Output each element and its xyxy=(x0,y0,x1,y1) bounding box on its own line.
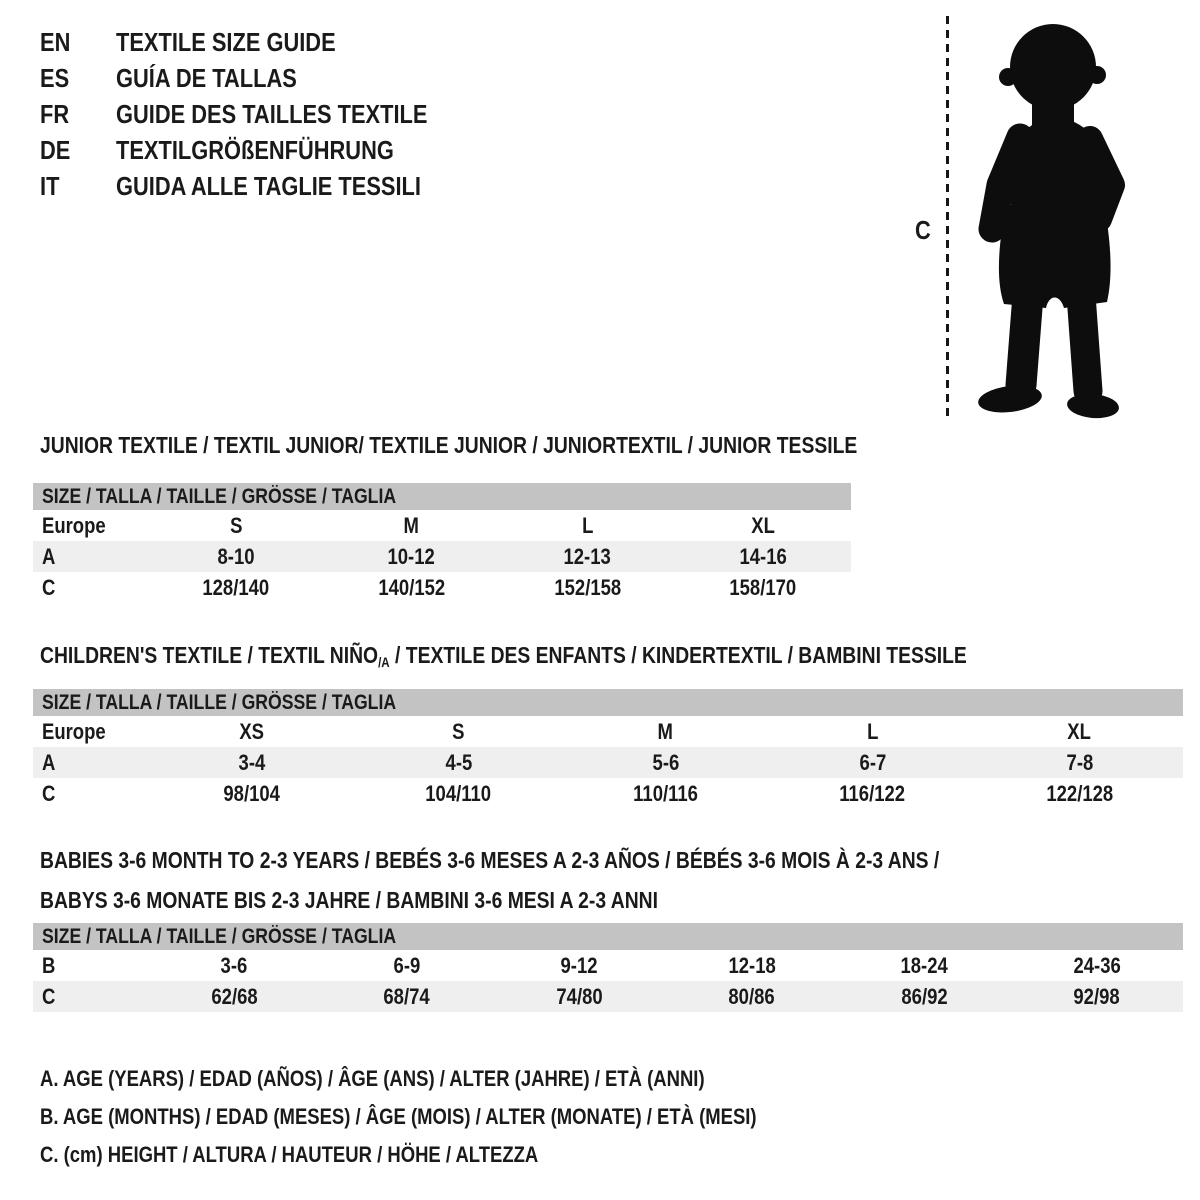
table-cell: 18-24 xyxy=(900,952,948,978)
table-cell: 122/128 xyxy=(1046,780,1113,806)
table-cell: 152/158 xyxy=(553,574,621,600)
table-cell: 5-6 xyxy=(652,749,679,775)
guide-title-en: TEXTILE SIZE GUIDE xyxy=(116,26,336,57)
table-cell: XL xyxy=(1067,718,1092,744)
legend-age-years: A. AGE (YEARS) / EDAD (AÑOS) / ÂGE (ANS) / ALTER (JAHRE) / ETÀ (ANNI) xyxy=(40,1066,705,1091)
row-label: C xyxy=(42,574,56,600)
table-cell: 86/92 xyxy=(901,983,948,1009)
table-cell: XL xyxy=(751,512,775,538)
row-label: C xyxy=(42,780,56,806)
table-cell: 12-18 xyxy=(728,952,776,978)
table-cell: 3-4 xyxy=(238,749,265,775)
legend-height-cm: C. (cm) HEIGHT / ALTURA / HAUTEUR / HÖHE / ALTEZZA xyxy=(40,1142,539,1167)
children-section-title xyxy=(40,642,1143,670)
table-cell: S xyxy=(452,718,465,744)
babies-size-table xyxy=(33,923,1183,1012)
table-cell: L xyxy=(866,718,879,744)
row-label: A xyxy=(42,749,56,775)
table-cell: 7-8 xyxy=(1066,749,1093,775)
title-subscript: /A xyxy=(378,655,390,671)
size-header-bar: SIZE / TALLA / TAILLE / GRÖSSE / TAGLIA xyxy=(33,483,851,510)
table-cell: 104/110 xyxy=(425,780,492,806)
table-cell: 6-9 xyxy=(393,952,421,978)
language-header xyxy=(40,24,487,204)
table-row-europe xyxy=(33,716,1183,747)
table-cell: 24-36 xyxy=(1073,952,1121,978)
table-cell: 74/80 xyxy=(556,983,603,1009)
language-row-fr xyxy=(40,96,487,132)
table-row-months xyxy=(33,950,1183,981)
guide-title-es: GUÍA DE TALLAS xyxy=(116,62,297,93)
table-cell: 80/86 xyxy=(728,983,775,1009)
table-row-height xyxy=(33,778,1183,809)
table-cell: L xyxy=(581,512,594,538)
guide-title-fr: GUIDE DES TAILLES TEXTILE xyxy=(116,98,428,129)
language-row-it xyxy=(40,168,487,204)
table-cell: 10-12 xyxy=(387,543,436,569)
table-row-age xyxy=(33,747,1183,778)
height-measure-line xyxy=(945,16,950,420)
children-size-table xyxy=(33,689,1183,809)
row-label: Europe xyxy=(42,512,106,538)
guide-title-it: GUIDA ALLE TAGLIE TESSILI xyxy=(116,170,421,201)
table-cell: 128/140 xyxy=(202,574,270,600)
language-code: IT xyxy=(40,170,60,201)
table-cell: 110/116 xyxy=(633,780,698,806)
baby-silhouette-icon xyxy=(960,13,1145,419)
height-measure-label: C xyxy=(915,215,931,245)
language-row-en xyxy=(40,24,487,60)
table-cell: 12-13 xyxy=(563,543,612,569)
table-cell: S xyxy=(229,512,243,538)
language-code: DE xyxy=(40,134,71,165)
language-code: FR xyxy=(40,98,70,129)
title-rest: / TEXTILE DES ENFANTS / KINDERTEXTIL / BAMBINI TESSILE xyxy=(389,642,967,668)
table-cell: 4-5 xyxy=(445,749,472,775)
legend-age-months: B. AGE (MONTHS) / EDAD (MESES) / ÂGE (MOIS) / ALTER (MONATE) / ETÀ (MESI) xyxy=(40,1104,757,1129)
legend xyxy=(40,1060,893,1174)
size-header-bar: SIZE / TALLA / TAILLE / GRÖSSE / TAGLIA xyxy=(33,923,1183,950)
junior-section-title: JUNIOR TEXTILE / TEXTIL JUNIOR/ TEXTILE JUNIOR / JUNIORTEXTIL / JUNIOR TESSILE xyxy=(40,432,858,458)
table-row-height xyxy=(33,981,1183,1012)
table-row-height xyxy=(33,572,851,603)
table-cell: M xyxy=(657,718,674,744)
table-cell: 14-16 xyxy=(739,543,787,569)
table-cell: 8-10 xyxy=(217,543,255,569)
guide-title-de: TEXTILGRÖßENFÜHRUNG xyxy=(116,134,394,165)
language-code: EN xyxy=(40,26,71,57)
babies-title-line2: BABYS 3-6 MONATE BIS 2-3 JAHRE / BAMBINI 3-6 MESI A 2-3 ANNI xyxy=(40,887,658,913)
babies-title-line1: BABIES 3-6 MONTH TO 2-3 YEARS / BEBÉS 3-6 MESES A 2-3 AÑOS / BÉBÉS 3-6 MOIS À 2-3 ANS / xyxy=(40,847,940,873)
table-cell: 140/152 xyxy=(378,574,446,600)
table-cell: 92/98 xyxy=(1073,983,1120,1009)
language-code: ES xyxy=(40,62,70,93)
title-main: CHILDREN'S TEXTILE / TEXTIL NIÑO xyxy=(40,642,379,668)
junior-size-table xyxy=(33,483,851,603)
table-cell: 98/104 xyxy=(223,780,280,806)
table-row-age xyxy=(33,541,851,572)
language-row-es xyxy=(40,60,487,96)
table-cell: 62/68 xyxy=(211,983,258,1009)
table-cell: 6-7 xyxy=(859,749,886,775)
table-cell: 3-6 xyxy=(220,952,248,978)
row-label: A xyxy=(42,543,56,569)
table-cell: 158/170 xyxy=(729,574,797,600)
table-cell: 9-12 xyxy=(560,952,598,978)
size-header-bar: SIZE / TALLA / TAILLE / GRÖSSE / TAGLIA xyxy=(33,689,1183,716)
table-cell: XS xyxy=(239,718,264,744)
language-row-de xyxy=(40,132,487,168)
table-cell: 116/122 xyxy=(839,780,906,806)
table-cell: M xyxy=(403,512,420,538)
table-row-europe xyxy=(33,510,851,541)
babies-section-title xyxy=(40,840,1111,920)
table-cell: 68/74 xyxy=(383,983,430,1009)
row-label: B xyxy=(42,952,56,978)
row-label: Europe xyxy=(42,718,106,744)
row-label: C xyxy=(42,983,56,1009)
